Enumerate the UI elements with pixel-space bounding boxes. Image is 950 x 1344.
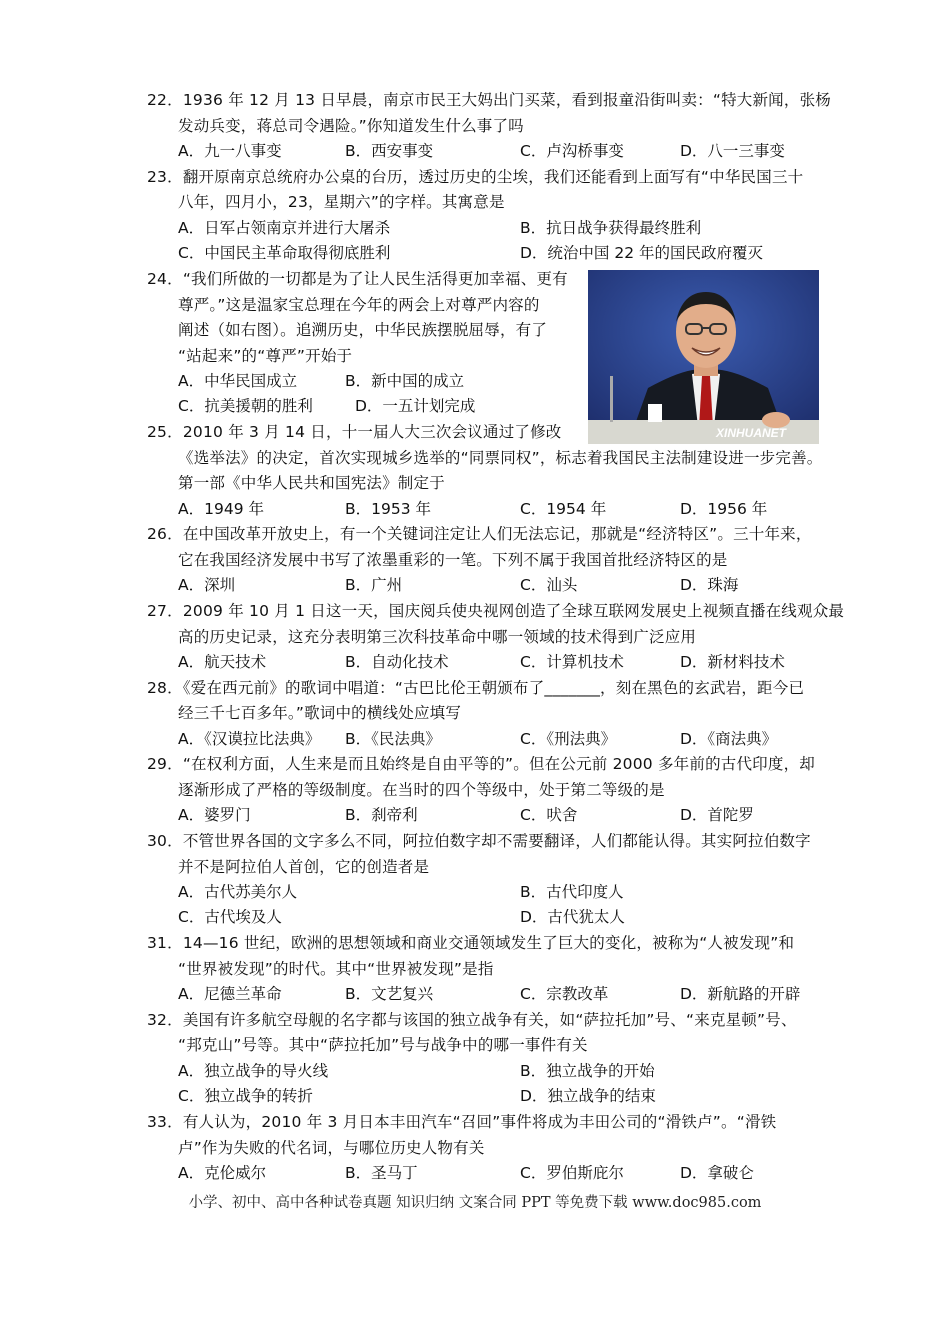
answer-option: B．广州 <box>345 576 403 594</box>
answer-option: C．1954 年 <box>520 500 607 518</box>
question-stem-continuation: 并不是阿拉伯人首创，它的创造者是 <box>178 858 430 876</box>
answer-option: B．独立战争的开始 <box>520 1062 655 1080</box>
answer-option: A．日军占领南京并进行大屠杀 <box>178 219 391 237</box>
answer-option: D．新材料技术 <box>680 653 785 671</box>
question-stem: 31．14—16 世纪，欧洲的思想领域和商业交通领域发生了巨大的变化，被称为“人被发现”和 <box>147 934 795 952</box>
answer-option: B．自动化技术 <box>345 653 449 671</box>
question-stem: 32．美国有许多航空母舰的名字都与该国的独立战争有关，如“萨拉托加”号、“来克星顿”号、 <box>147 1011 797 1029</box>
question-stem-continuation: 八年，四月小，23，星期六”的字样。其寓意是 <box>178 193 505 211</box>
answer-option: A．九一八事变 <box>178 142 282 160</box>
question-stem-continuation: 高的历史记录，这充分表明第三次科技革命中哪一领域的技术得到广泛应用 <box>178 628 697 646</box>
answer-option: B．文艺复兴 <box>345 985 434 1003</box>
answer-option: C．《刑法典》 <box>520 730 617 748</box>
question-stem: 24．“我们所做的一切都是为了让人民生活得更加幸福、更有 <box>147 270 568 288</box>
answer-option: B．1953 年 <box>345 500 432 518</box>
answer-option: C．计算机技术 <box>520 653 624 671</box>
question-stem: 25．2010 年 3 月 14 日，十一届人大三次会议通过了修改 <box>147 423 562 441</box>
question-stem-continuation: 卢”作为失败的代名词，与哪位历史人物有关 <box>178 1139 485 1157</box>
answer-option: D．《商法典》 <box>680 730 778 748</box>
question-stem: 23．翻开原南京总统府办公桌的台历，透过历史的尘埃，我们还能看到上面写有“中华民国三十 <box>147 168 804 186</box>
question-stem: 27．2009 年 10 月 1 日这一天，国庆阅兵使央视网创造了全球互联网发展史上视频直播在线观众最 <box>147 602 845 620</box>
answer-option: C．抗美援朝的胜利 <box>178 397 313 415</box>
photo-watermark: XINHUANET <box>716 426 787 440</box>
answer-option: A．深圳 <box>178 576 236 594</box>
answer-option: D．新航路的开辟 <box>680 985 801 1003</box>
answer-option: A．克伦威尔 <box>178 1164 267 1182</box>
answer-option: C．宗教改革 <box>520 985 609 1003</box>
photo-image <box>588 270 819 444</box>
answer-option: D．一五计划完成 <box>355 397 476 415</box>
answer-option: C．汕头 <box>520 576 578 594</box>
question-stem-continuation: “站起来”的“尊严”开始于 <box>178 347 353 365</box>
answer-option: D．拿破仑 <box>680 1164 754 1182</box>
premier-photo <box>588 270 819 444</box>
answer-option: C．吠舍 <box>520 806 578 824</box>
answer-option: B．圣马丁 <box>345 1164 418 1182</box>
footer-ad: 小学、初中、高中各种试卷真题 知识归纳 文案合同 PPT 等免费下载 www.doc985.com <box>188 1195 762 1211</box>
question-stem-continuation: 发动兵变，蒋总司令遇险。”你知道发生什么事了吗 <box>178 117 524 135</box>
answer-option: C．罗伯斯庇尔 <box>520 1164 624 1182</box>
answer-option: D．1956 年 <box>680 500 768 518</box>
question-stem-continuation: “邦克山”号等。其中“萨拉托加”号与战争中的哪一事件有关 <box>178 1036 588 1054</box>
question-stem-continuation: “世界被发现”的时代。其中“世界被发现”是指 <box>178 960 494 978</box>
answer-option: C．中国民主革命取得彻底胜利 <box>178 244 391 262</box>
question-stem: 33．有人认为，2010 年 3 月日本丰田汽车“召回”事件将成为丰田公司的“滑铁卢”。“滑铁 <box>147 1113 777 1131</box>
question-stem-continuation: 《选举法》的决定，首次实现城乡选举的“同票同权”，标志着我国民主法制建设进一步完善。 <box>178 449 823 467</box>
answer-option: A．独立战争的导火线 <box>178 1062 329 1080</box>
answer-option: B．古代印度人 <box>520 883 624 901</box>
answer-option: D．首陀罗 <box>680 806 754 824</box>
answer-option: D．独立战争的结束 <box>520 1087 656 1105</box>
answer-option: B．西安事变 <box>345 142 434 160</box>
answer-option: D．珠海 <box>680 576 739 594</box>
question-stem-continuation: 阐述（如右图）。追溯历史，中华民族摆脱屈辱，有了 <box>178 321 548 339</box>
answer-option: D．统治中国 22 年的国民政府覆灭 <box>520 244 764 262</box>
answer-option: A．尼德兰革命 <box>178 985 282 1003</box>
question-stem: 28．《爱在西元前》的歌词中唱道：“古巴比伦王朝颁布了_______，刻在黑色的玄武岩，距今已 <box>147 679 805 697</box>
answer-option: A．航天技术 <box>178 653 267 671</box>
answer-option: B．新中国的成立 <box>345 372 465 390</box>
answer-option: A．中华民国成立 <box>178 372 298 390</box>
question-stem: 29．“在权利方面，人生来是而且始终是自由平等的”。但在公元前 2000 多年前的古代印度，却 <box>147 755 815 773</box>
answer-option: B．《民法典》 <box>345 730 441 748</box>
answer-option: A．婆罗门 <box>178 806 251 824</box>
question-stem: 22．1936 年 12 月 13 日早晨，南京市民王大妈出门买菜，看到报童沿街叫卖：“特大新闻，张杨 <box>147 91 831 109</box>
question-stem-continuation: 它在我国经济发展中书写了浓墨重彩的一笔。下列不属于我国首批经济特区的是 <box>178 551 728 569</box>
question-stem-continuation: 尊严。”这是温家宝总理在今年的两会上对尊严内容的 <box>178 296 540 314</box>
question-stem: 26．在中国改革开放史上，有一个关键词注定让人们无法忘记，那就是“经济特区”。三十年来， <box>147 525 812 543</box>
answer-option: C．卢沟桥事变 <box>520 142 624 160</box>
answer-option: A．1949 年 <box>178 500 264 518</box>
answer-option: B．刹帝利 <box>345 806 418 824</box>
answer-option: A．《汉谟拉比法典》 <box>178 730 321 748</box>
answer-option: A．古代苏美尔人 <box>178 883 298 901</box>
answer-option: D．古代犹太人 <box>520 908 625 926</box>
answer-option: C．独立战争的转折 <box>178 1087 313 1105</box>
answer-option: C．古代埃及人 <box>178 908 282 926</box>
answer-option: B．抗日战争获得最终胜利 <box>520 219 702 237</box>
question-stem-continuation: 第一部《中华人民共和国宪法》制定于 <box>178 474 445 492</box>
question-stem-continuation: 经三千七百多年。”歌词中的横线处应填写 <box>178 704 462 722</box>
question-stem: 30．不管世界各国的文字多么不同，阿拉伯数字却不需要翻译，人们都能认得。其实阿拉伯数字 <box>147 832 811 850</box>
answer-option: D．八一三事变 <box>680 142 785 160</box>
question-stem-continuation: 逐渐形成了严格的等级制度。在当时的四个等级中，处于第二等级的是 <box>178 781 665 799</box>
